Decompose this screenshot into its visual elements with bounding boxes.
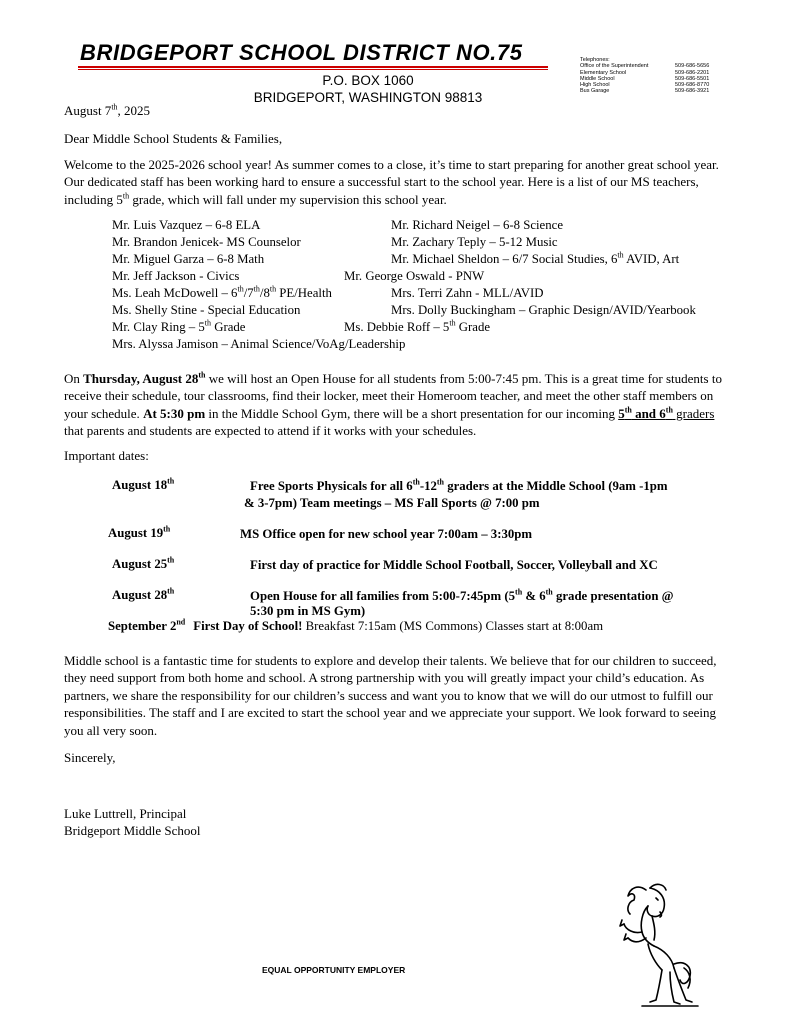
- telephone-block: [580, 57, 709, 95]
- date-label: August 28th: [112, 586, 175, 602]
- teacher-item: Mr. Michael Sheldon – 6/7 Social Studies, 6th AVID, Art: [391, 250, 680, 266]
- signoff: Sincerely,: [64, 750, 116, 765]
- teacher-item: Mr. Clay Ring – 5th Grade: [112, 318, 246, 334]
- date-label: August 18th: [112, 476, 175, 492]
- telephone-number: 509-686-2201: [675, 69, 710, 76]
- city-state: BRIDGEPORT, WASHINGTON 98813: [253, 90, 483, 105]
- teacher-item: Mr. Jeff Jackson - Civics: [112, 269, 240, 283]
- date-description: MS Office open for new school year 7:00am – 3:30pm: [240, 527, 533, 541]
- telephone-row: [580, 88, 709, 94]
- date-description: & 3-7pm) Team meetings – MS Fall Sports @ 7:00 pm: [244, 496, 540, 510]
- signature-school: Bridgeport Middle School: [64, 823, 201, 838]
- teacher-item: Mr. Richard Neigel – 6-8 Science: [391, 218, 563, 232]
- closing-paragraph: Middle school is a fantastic time for students to explore and develop their talents. We believe that for our children to succeed, they need support from both home and school. A strong partnership with you will greatly impact your child’s education. As partners, we share the responsibility for our children’s success and want you to know that we will do our utmost to fulfill our responsibilities. The staff and I are excited to start the school year and we appreciate your support. We look forward to seeing you all very soon.: [64, 653, 717, 738]
- mustang-horse-icon: [612, 880, 702, 1010]
- date-description: 5:30 pm in MS Gym): [250, 604, 366, 618]
- telephone-number: 509-686-8770: [675, 82, 710, 89]
- date-description: Free Sports Physicals for all 6th-12th graders at the Middle School (9am -1pm: [250, 477, 668, 493]
- telephone-label: Bus Garage: [580, 88, 610, 95]
- first-day-row: September 2nd First Day of School! Breakfast 7:15am (MS Commons) Classes start at 8:00am: [108, 617, 604, 633]
- telephone-number: 509-686-5656: [675, 63, 710, 70]
- telephone-label: Office of the Superintendent: [580, 63, 649, 70]
- signature-name: Luke Luttrell, Principal: [64, 806, 187, 821]
- title-underline-thin: [78, 69, 548, 70]
- important-dates-heading: Important dates:: [64, 448, 149, 463]
- telephone-label: High School: [580, 82, 610, 89]
- letter-date: August 7th, 2025: [64, 102, 151, 118]
- teacher-item: Mr. Zachary Teply – 5-12 Music: [391, 235, 558, 249]
- teacher-item: Mr. Brandon Jenicek- MS Counselor: [112, 235, 301, 249]
- teacher-item: Mr. Luis Vazquez – 6-8 ELA: [112, 218, 261, 232]
- date-description: First day of practice for Middle School Football, Soccer, Volleyball and XC: [250, 558, 658, 572]
- telephone-number: 509-686-5501: [675, 75, 710, 82]
- salutation: Dear Middle School Students & Families,: [64, 131, 283, 146]
- teacher-item: Mrs. Terri Zahn - MLL/AVID: [391, 286, 544, 300]
- telephones-heading: Telephones:: [580, 57, 610, 63]
- teacher-item: Ms. Debbie Roff – 5th Grade: [344, 318, 491, 334]
- date-label: August 25th: [112, 555, 175, 571]
- teacher-item: Mr. George Oswald - PNW: [344, 269, 485, 283]
- teacher-item: Mr. Miguel Garza – 6-8 Math: [112, 252, 265, 266]
- telephone-number: 509-686-3921: [675, 88, 710, 95]
- telephone-label: Elementary School: [580, 69, 627, 76]
- title-underline: [78, 66, 548, 68]
- date-label: August 19th: [108, 524, 171, 540]
- telephone-label: Middle School: [580, 75, 615, 82]
- po-box: P.O. BOX 1060: [322, 73, 414, 88]
- teacher-item: Ms. Shelly Stine - Special Education: [112, 303, 301, 317]
- equal-opportunity-footer: EQUAL OPPORTUNITY EMPLOYER: [262, 965, 406, 975]
- date-description: Open House for all families from 5:00-7:45pm (5th & 6th grade presentation @: [250, 587, 674, 603]
- teacher-item: Ms. Leah McDowell – 6th/7th/8th PE/Health: [112, 284, 332, 300]
- district-name: BRIDGEPORT SCHOOL DISTRICT NO.75: [80, 40, 523, 65]
- teacher-item: Mrs. Dolly Buckingham – Graphic Design/AVID/Yearbook: [391, 303, 696, 317]
- teacher-item: Mrs. Alyssa Jamison – Animal Science/VoAg/Leadership: [112, 337, 406, 351]
- intro-paragraph: Welcome to the 2025-2026 school year! As summer comes to a close, it’s time to start preparing for another great school year. Our dedicated staff has been working hard to ensure a successful start to the school year. Here is a list of our MS teachers, including 5th grade, which will fall under my supervision this school year.: [64, 157, 719, 207]
- open-house-paragraph: On Thursday, August 28th we will host an Open House for all students from 5:00-7:45 pm. This is a great time for students to receive their schedule, tour classrooms, find their locker, meet their Homeroom teacher, and meet the other staff members on your schedule. At 5:30 pm in the Middle School Gym, there will be a short presentation for our incoming 5th and 6th graders that parents and students are expected to attend if it works with your schedules.: [64, 370, 722, 439]
